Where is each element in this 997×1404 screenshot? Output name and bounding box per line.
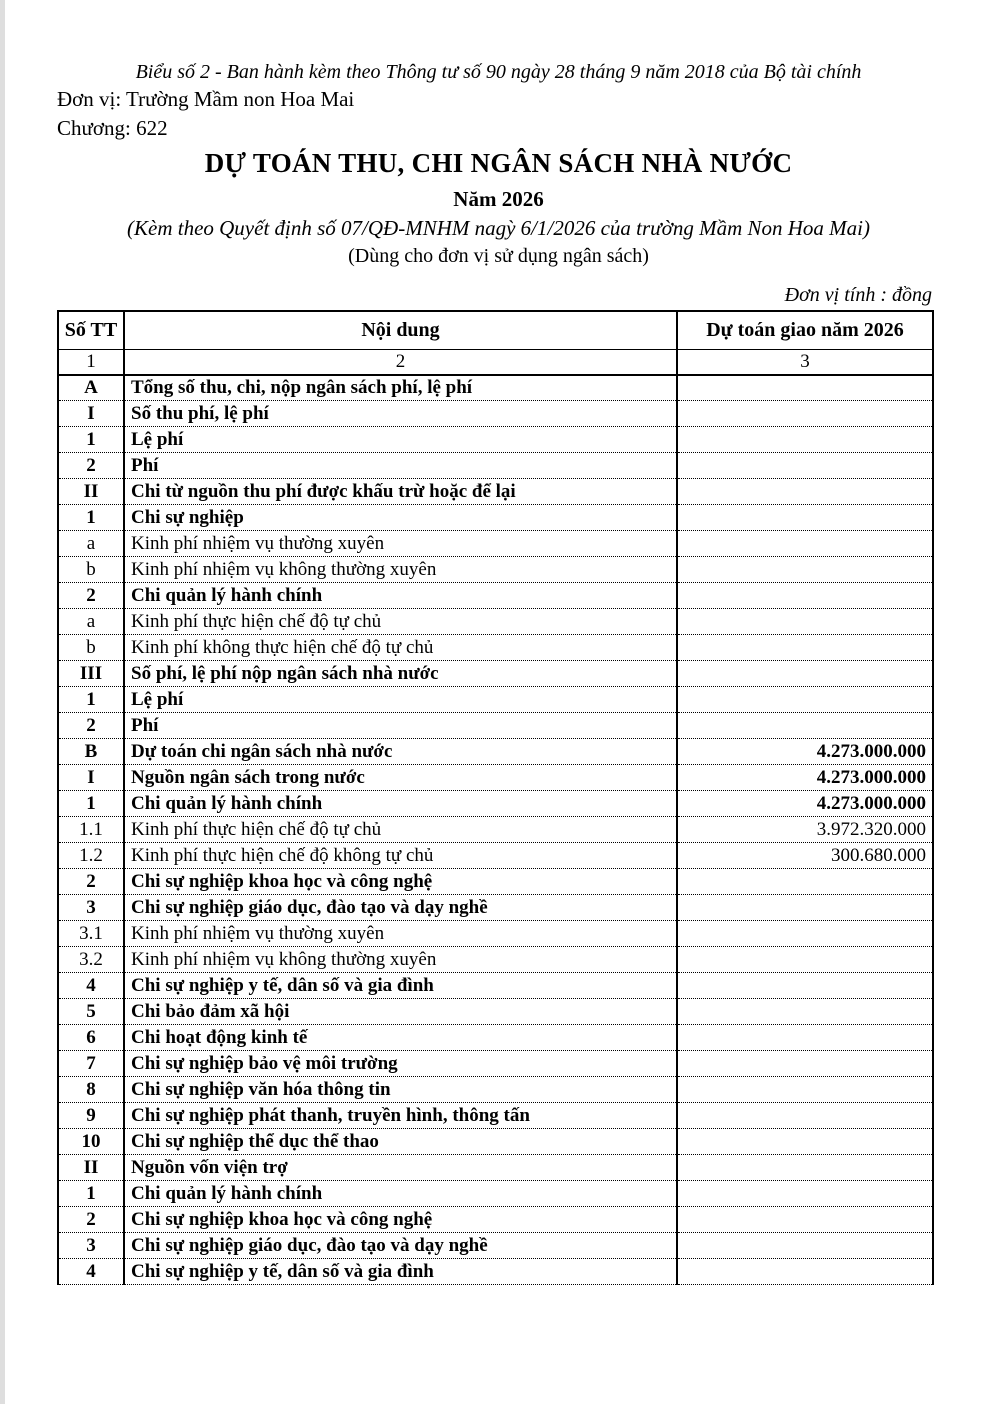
row-value [677, 973, 933, 999]
row-label: Tổng số thu, chi, nộp ngân sách phí, lệ phí [124, 375, 677, 401]
decision-line: (Kèm theo Quyết định số 07/QĐ-MNHM nagỳ 6/1/2026 của trường Mầm Non Hoa Mai) [127, 216, 870, 240]
row-value: 4.273.000.000 [677, 765, 933, 791]
table-row [58, 765, 933, 791]
row-label: Phí [124, 453, 677, 479]
row-label: Phí [124, 713, 677, 739]
row-value [677, 1181, 933, 1207]
row-label: Chi sự nghiệp y tế, dân số và gia đình [124, 1259, 677, 1285]
table-row [58, 557, 933, 583]
budget-table [57, 310, 934, 1285]
row-value [677, 1051, 933, 1077]
row-label: Chi quản lý hành chính [124, 1181, 677, 1207]
table-row [58, 635, 933, 661]
table-row [58, 1129, 933, 1155]
row-id: 1.2 [58, 843, 124, 869]
row-label: Số thu phí, lệ phí [124, 401, 677, 427]
table-row [58, 713, 933, 739]
row-label: Chi hoạt động kinh tế [124, 1025, 677, 1051]
row-value [677, 869, 933, 895]
table-row [58, 427, 933, 453]
row-label: Kinh phí thực hiện chế độ tự chủ [124, 817, 677, 843]
row-label: Kinh phí thực hiện chế độ không tự chủ [124, 843, 677, 869]
table-row [58, 375, 933, 401]
row-value [677, 427, 933, 453]
row-value: 4.273.000.000 [677, 739, 933, 765]
row-label: Chi sự nghiệp khoa học và công nghệ [124, 869, 677, 895]
table-row [58, 739, 933, 765]
table-row [58, 401, 933, 427]
row-id: 1 [58, 1181, 124, 1207]
row-value [677, 1103, 933, 1129]
row-value [677, 713, 933, 739]
row-id: 1.1 [58, 817, 124, 843]
row-label: Kinh phí nhiệm vụ thường xuyên [124, 531, 677, 557]
row-id: 1 [58, 505, 124, 531]
row-value [677, 505, 933, 531]
row-id: I [58, 401, 124, 427]
row-value [677, 1025, 933, 1051]
row-label: Chi từ nguồn thu phí được khấu trừ hoặc để lại [124, 479, 677, 505]
row-id: 2 [58, 453, 124, 479]
table-header-row [58, 311, 933, 349]
table-row [58, 1077, 933, 1103]
table-row [58, 583, 933, 609]
table-row [58, 1155, 933, 1181]
col-index-1: 1 [58, 349, 124, 375]
table-row [58, 505, 933, 531]
row-label: Kinh phí nhiệm vụ không thường xuyên [124, 947, 677, 973]
row-value [677, 1077, 933, 1103]
row-value [677, 531, 933, 557]
row-id: 4 [58, 973, 124, 999]
row-value: 4.273.000.000 [677, 791, 933, 817]
table-row [58, 687, 933, 713]
table-row [58, 843, 933, 869]
table-row [58, 531, 933, 557]
row-id: 1 [58, 427, 124, 453]
row-id: 10 [58, 1129, 124, 1155]
page-title: DỰ TOÁN THU, CHI NGÂN SÁCH NHÀ NƯỚC [204, 148, 793, 178]
scan-edge-shadow [0, 0, 5, 1404]
table-row [58, 1233, 933, 1259]
table-row [58, 999, 933, 1025]
col-header-noi-dung: Nội dung [124, 311, 677, 349]
row-value [677, 661, 933, 687]
row-id: 3.2 [58, 947, 124, 973]
row-id: 8 [58, 1077, 124, 1103]
row-id: b [58, 635, 124, 661]
row-label: Dự toán chi ngân sách nhà nước [124, 739, 677, 765]
col-header-du-toan: Dự toán giao năm 2026 [677, 311, 933, 349]
table-row [58, 791, 933, 817]
row-id: 4 [58, 1259, 124, 1285]
col-header-so-tt: Số TT [58, 311, 124, 349]
row-label: Chi bảo đảm xã hội [124, 999, 677, 1025]
row-value [677, 1259, 933, 1285]
row-value [677, 479, 933, 505]
row-value [677, 999, 933, 1025]
table-row [58, 1025, 933, 1051]
row-label: Chi sự nghiệp giáo dục, đào tạo và dạy nghề [124, 895, 677, 921]
row-value [677, 401, 933, 427]
table-row [58, 479, 933, 505]
table-row [58, 973, 933, 999]
row-label: Chi sự nghiệp phát thanh, truyền hình, thông tấn [124, 1103, 677, 1129]
row-id: 3 [58, 895, 124, 921]
row-value [677, 1155, 933, 1181]
row-value [677, 609, 933, 635]
row-id: B [58, 739, 124, 765]
row-id: 7 [58, 1051, 124, 1077]
row-label: Chi sự nghiệp bảo vệ môi trường [124, 1051, 677, 1077]
row-value [677, 375, 933, 401]
row-value [677, 453, 933, 479]
row-value [677, 557, 933, 583]
row-label: Kinh phí thực hiện chế độ tự chủ [124, 609, 677, 635]
table-row [58, 947, 933, 973]
row-label: Nguồn ngân sách trong nước [124, 765, 677, 791]
table-row [58, 1181, 933, 1207]
row-id: 2 [58, 1207, 124, 1233]
row-value [677, 687, 933, 713]
table-row [58, 453, 933, 479]
table-row [58, 869, 933, 895]
table-row [58, 1259, 933, 1285]
row-id: a [58, 531, 124, 557]
row-label: Nguồn vốn viện trợ [124, 1155, 677, 1181]
row-label: Chi sự nghiệp khoa học và công nghệ [124, 1207, 677, 1233]
row-id: 3 [58, 1233, 124, 1259]
row-id: 2 [58, 583, 124, 609]
row-value [677, 921, 933, 947]
row-label: Chi sự nghiệp thể dục thể thao [124, 1129, 677, 1155]
table-index-row [58, 349, 933, 375]
table-row [58, 895, 933, 921]
row-label: Chi sự nghiệp [124, 505, 677, 531]
chapter-line: Chương: 622 [57, 116, 168, 140]
row-value [677, 1129, 933, 1155]
row-id: 1 [58, 791, 124, 817]
budget-table-body [58, 375, 933, 1285]
row-label: Lệ phí [124, 687, 677, 713]
row-id: A [58, 375, 124, 401]
row-id: 5 [58, 999, 124, 1025]
row-value [677, 1233, 933, 1259]
row-id: b [58, 557, 124, 583]
row-id: II [58, 479, 124, 505]
row-label: Kinh phí nhiệm vụ không thường xuyên [124, 557, 677, 583]
row-label: Chi sự nghiệp y tế, dân số và gia đình [124, 973, 677, 999]
col-index-2: 2 [124, 349, 677, 375]
row-id: III [58, 661, 124, 687]
row-id: a [58, 609, 124, 635]
row-value [677, 947, 933, 973]
row-id: 9 [58, 1103, 124, 1129]
row-id: 2 [58, 713, 124, 739]
row-id: 2 [58, 869, 124, 895]
table-row [58, 609, 933, 635]
row-label: Số phí, lệ phí nộp ngân sách nhà nước [124, 661, 677, 687]
row-value [677, 635, 933, 661]
table-row [58, 1103, 933, 1129]
row-label: Chi sự nghiệp giáo dục, đào tạo và dạy nghề [124, 1233, 677, 1259]
row-label: Kinh phí không thực hiện chế độ tự chủ [124, 635, 677, 661]
table-row [58, 1051, 933, 1077]
table-row [58, 661, 933, 687]
col-index-3: 3 [677, 349, 933, 375]
row-id: 3.1 [58, 921, 124, 947]
row-value [677, 583, 933, 609]
table-row [58, 817, 933, 843]
row-value: 300.680.000 [677, 843, 933, 869]
row-id: I [58, 765, 124, 791]
row-id: 6 [58, 1025, 124, 1051]
circular-note: Biểu số 2 - Ban hành kèm theo Thông tư số 90 ngày 28 tháng 9 năm 2018 của Bộ tài chính [135, 61, 862, 83]
unit-line: Đơn vị: Trường Mầm non Hoa Mai [57, 87, 355, 111]
row-id: II [58, 1155, 124, 1181]
row-label: Chi quản lý hành chính [124, 791, 677, 817]
table-row [58, 921, 933, 947]
row-id: 1 [58, 687, 124, 713]
year-line: Năm 2026 [453, 187, 544, 211]
unit-of-measure: Đơn vị tính : đồng [784, 284, 932, 306]
row-label: Kinh phí nhiệm vụ thường xuyên [124, 921, 677, 947]
row-label: Lệ phí [124, 427, 677, 453]
row-label: Chi quản lý hành chính [124, 583, 677, 609]
table-row [58, 1207, 933, 1233]
row-value [677, 895, 933, 921]
usage-line: (Dùng cho đơn vị sử dụng ngân sách) [348, 245, 649, 267]
row-label: Chi sự nghiệp văn hóa thông tin [124, 1077, 677, 1103]
row-value [677, 1207, 933, 1233]
row-value: 3.972.320.000 [677, 817, 933, 843]
